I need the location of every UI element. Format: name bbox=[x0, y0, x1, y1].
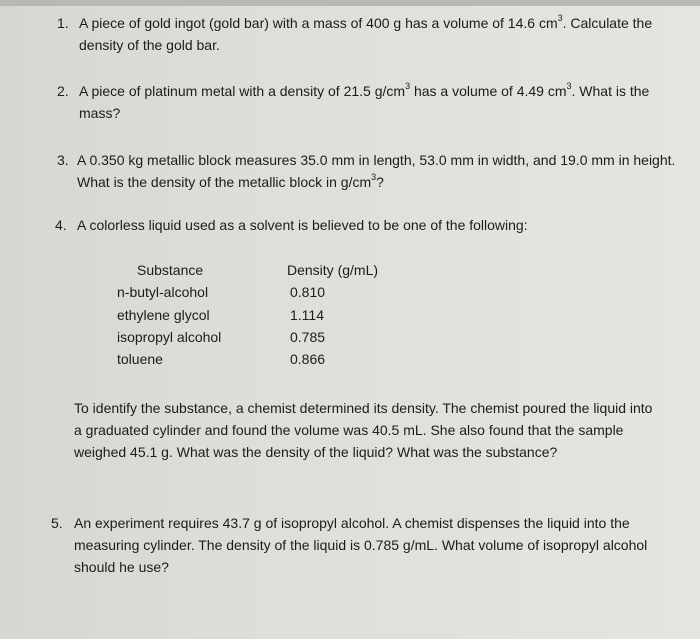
density-cell: 0.866 bbox=[290, 351, 326, 367]
question-number: 1. bbox=[57, 15, 69, 31]
question-4-followup: To identify the substance, a chemist determined its density. The chemist poured the liquid into a graduated cylinder and found the volume was 40.5 mL. She also found that the sample weighed 45.1 g. What was the density of the liquid? What was the substance? bbox=[74, 400, 653, 460]
question-text-part: A piece of platinum metal with a density of 21.5 g/cm bbox=[79, 83, 406, 99]
substance-cell: n-butyl-alcohol bbox=[117, 284, 209, 300]
density-cell: 0.810 bbox=[290, 284, 326, 300]
question-text-part: A piece of gold ingot (gold bar) with a mass of 400 g has a volume of 14.6 cm bbox=[79, 15, 558, 31]
question-text bbox=[79, 12, 679, 56]
question-text: A colorless liquid used as a solvent is believed to be one of the following: bbox=[77, 217, 528, 233]
question-text bbox=[79, 80, 679, 124]
top-edge-strip bbox=[0, 0, 700, 6]
density-cell: 1.114 bbox=[290, 307, 324, 323]
question-text: An experiment requires 43.7 g of isopropyl alcohol. A chemist dispenses the liquid into the measuring cylinder. The density of the liquid is 0.785 g/mL. What volume of isopropyl alcohol should he use? bbox=[74, 515, 648, 575]
question-number: 2. bbox=[57, 83, 69, 99]
question-text-part: has a volume of 4.49 cm bbox=[410, 83, 567, 99]
question-text-part: . What is the mass? bbox=[79, 83, 650, 121]
substance-cell: ethylene glycol bbox=[117, 307, 210, 323]
question-number: 3. bbox=[57, 152, 69, 168]
superscript: 3 bbox=[405, 81, 411, 92]
superscript: 3 bbox=[371, 172, 377, 183]
question-text-part: ? bbox=[376, 174, 384, 190]
superscript: 3 bbox=[566, 81, 572, 92]
question-text-part: A 0.350 kg metallic block measures 35.0 mm in length, 53.0 mm in width, and 19.0 mm in height. What is the density of the metallic block in g/cm bbox=[77, 152, 676, 190]
question-text bbox=[77, 149, 677, 193]
substance-cell: isopropyl alcohol bbox=[117, 329, 222, 345]
substance-cell: toluene bbox=[117, 351, 163, 367]
question-text-part: . Calculate the density of the gold bar. bbox=[79, 15, 653, 53]
question-number: 5. bbox=[51, 515, 63, 531]
header-density: Density (g/mL) bbox=[287, 262, 379, 278]
density-cell: 0.785 bbox=[290, 329, 326, 345]
superscript: 3 bbox=[557, 13, 563, 24]
header-substance: Substance bbox=[137, 262, 204, 278]
question-number: 4. bbox=[55, 217, 67, 233]
